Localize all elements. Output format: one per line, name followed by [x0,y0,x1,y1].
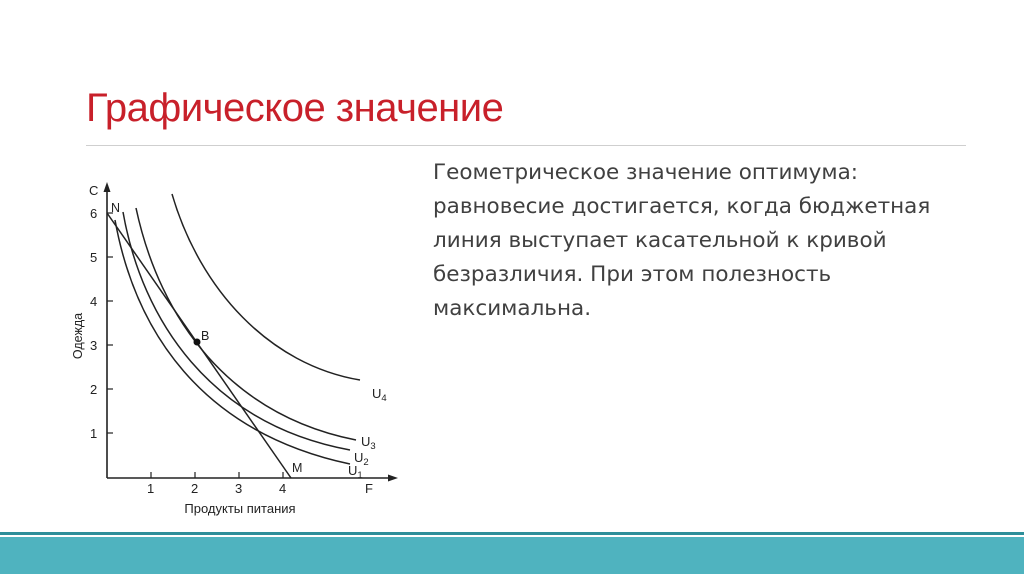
indifference-diagram [60,170,410,530]
y-tick-label: 2 [90,382,98,397]
x-tick-label: 2 [191,481,199,496]
point-label-m: M [292,461,303,475]
title-divider [86,145,966,146]
slide-body-text: Геометрическое значение оптимума: равновесие достигается, когда бюджетная линия выступает касательной к кривой безразличия. При этом полезность максимальна. [433,160,931,321]
slide-title: Графическое значение [86,86,504,130]
y-ticks [107,213,113,433]
y-axis-arrow [104,182,111,192]
y-tick-label: 3 [90,338,98,353]
footer-bar [0,537,1024,574]
y-tick-label: 1 [90,426,98,441]
optimum-point [194,339,201,346]
curve-u3 [136,208,356,440]
point-label-b: B [201,329,210,343]
y-axis-title: Одежда [71,312,85,360]
curve-label-u2: $U_2$ [354,450,369,468]
x-tick-label: 1 [147,481,155,496]
y-tick-label: 5 [90,250,98,265]
budget-line [107,213,291,478]
curve-label-u3: $U_3$ [361,434,376,452]
y-tick-label: 6 [90,206,98,221]
curve-label-u1: $U_1$ [348,463,363,481]
curve-u2 [123,212,350,450]
x-tick-label: 3 [235,481,243,496]
x-axis-title: Продукты питания [184,501,296,516]
x-ticks [151,472,283,478]
y-tick-label: 4 [90,294,98,309]
x-axis-arrow [388,475,398,482]
footer-accent-line [0,532,1024,535]
y-axis-letter: C [89,183,99,198]
curve-u4 [172,194,360,380]
x-tick-label: 4 [279,481,287,496]
x-axis-letter: F [365,481,373,496]
point-label-n: N [111,201,121,215]
curve-label-u4: $U_4$ [372,386,387,404]
